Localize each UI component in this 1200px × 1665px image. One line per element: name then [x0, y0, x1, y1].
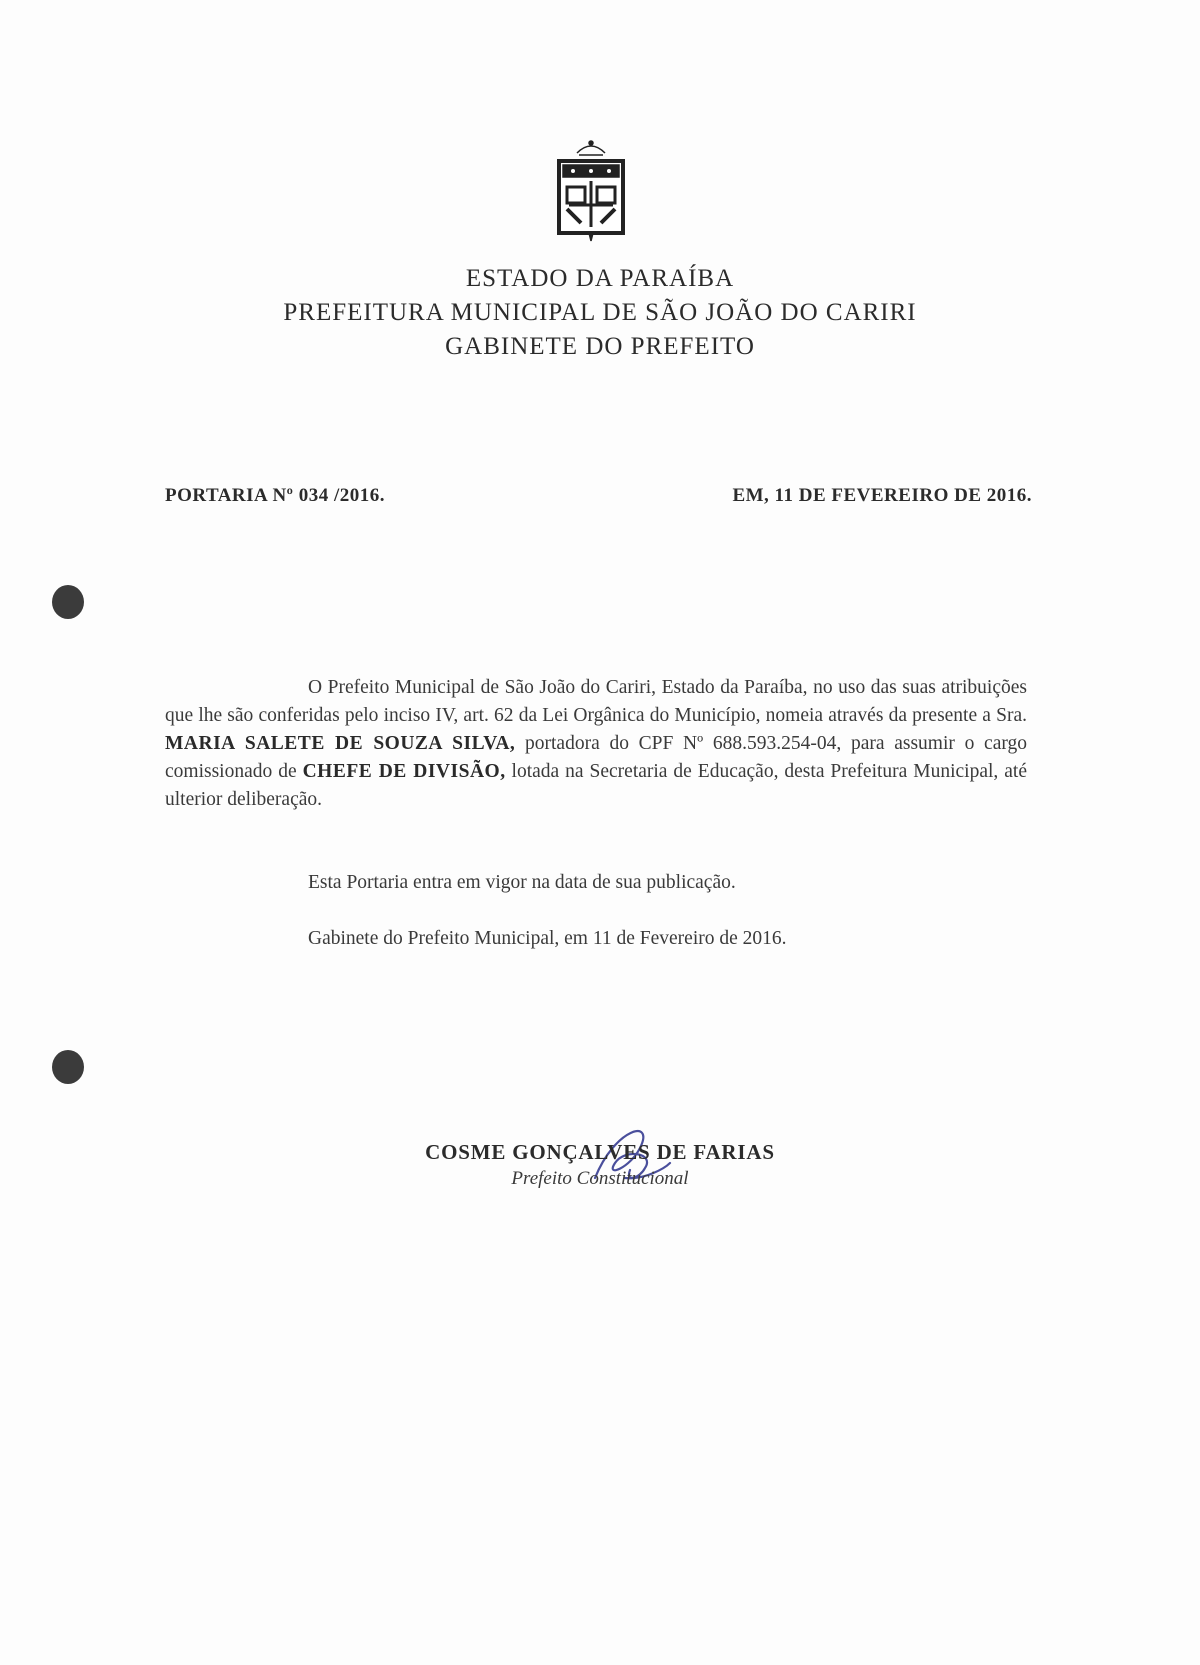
signatory-title: Prefeito Constitucional [511, 1168, 689, 1189]
signatory-name: COSME GONÇALVES DE FARIAS [425, 1140, 775, 1164]
municipal-coat-of-arms [551, 135, 631, 250]
paragraph-text: O Prefeito Municipal de São João do Cariri, Estado da Paraíba, no uso das suas atribuições que lhe são conferidas pelo inciso IV, art. 62 da Lei Orgânica do Município, nomeia através da presente a Sra. [165, 677, 1027, 726]
position-title: CHEFE DE DIVISÃO, [302, 761, 506, 782]
paragraph-text: lotada na Secretaria de Educação, desta Prefeitura Municipal, até ulterior deliberação. [165, 761, 1027, 810]
punch-hole-icon [52, 1050, 84, 1084]
office-name: GABINETE DO PREFEITO [445, 333, 755, 360]
effective-date-clause: Esta Portaria entra em vigor na data de sua publicação. [308, 872, 736, 893]
portaria-number: PORTARIA Nº 034 /2016. [165, 485, 385, 506]
closing-place-date: Gabinete do Prefeito Municipal, em 11 de Fevereiro de 2016. [308, 928, 787, 949]
paragraph-text: portadora do CPF Nº 688.593.254-04, para assumir o cargo comissionado de [165, 733, 1027, 782]
document-header [0, 262, 1200, 364]
municipality-name: PREFEITURA MUNICIPAL DE SÃO JOÃO DO CARIRI [283, 299, 917, 326]
appointment-paragraph [165, 674, 1027, 814]
portaria-date: EM, 11 DE FEVEREIRO DE 2016. [732, 485, 1032, 506]
appointee-name: MARIA SALETE DE SOUZA SILVA, [165, 733, 516, 754]
punch-hole-icon [52, 585, 84, 619]
state-name: ESTADO DA PARAÍBA [465, 265, 735, 292]
